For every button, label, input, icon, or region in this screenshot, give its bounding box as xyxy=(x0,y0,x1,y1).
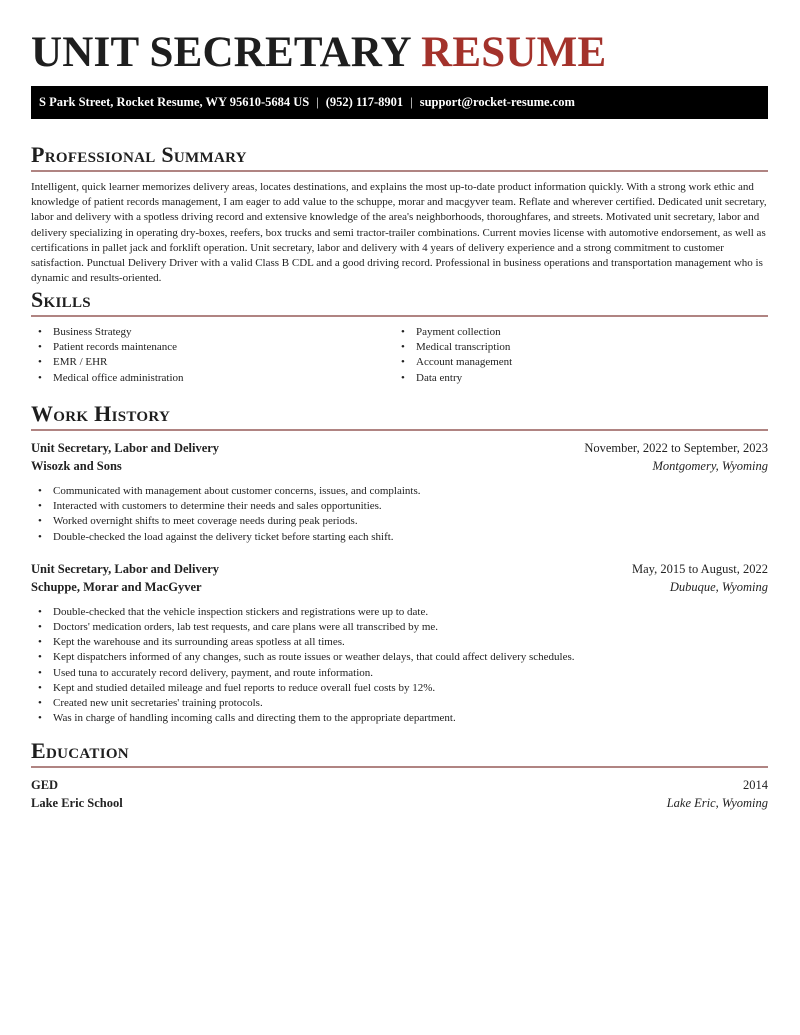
job-dates: May, 2015 to August, 2022 xyxy=(632,561,768,576)
job-bullet: • Doctors' medication orders, lab test requests, and care plans were all transcribed by me. xyxy=(31,620,768,635)
summary-section xyxy=(31,140,768,286)
title-main: UNIT SECRETARY xyxy=(31,29,411,76)
job-bullet: • Worked overnight shifts to meet coverage needs during peak periods. xyxy=(31,514,768,529)
job-title: Unit Secretary, Labor and Delivery xyxy=(31,561,220,576)
skills-right xyxy=(394,325,757,386)
school: Lake Eric School xyxy=(31,796,123,810)
job-entry xyxy=(31,439,768,545)
job-title: Unit Secretary, Labor and Delivery xyxy=(31,441,220,455)
job-bullet: • Kept the warehouse and its surrounding areas spotless at all times. xyxy=(31,635,768,650)
job-bullet: • Was in charge of handling incoming calls and directing them to the appropriate department. xyxy=(31,711,768,726)
skill-item: • Business Strategy xyxy=(31,325,394,340)
company: Schuppe, Morar and MacGyver xyxy=(31,579,202,594)
email: support@rocket-resume.com xyxy=(419,95,575,109)
education-year: 2014 xyxy=(743,778,768,792)
divider xyxy=(31,429,768,431)
skill-item: • Medical office administration xyxy=(31,371,394,386)
school-location: Lake Eric, Wyoming xyxy=(666,796,768,810)
job-bullet: • Communicated with management about customer concerns, issues, and complaints. xyxy=(31,484,768,499)
title-accent: RESUME xyxy=(421,29,607,76)
job-bullet: • Kept dispatchers informed of any changes, such as route issues or weather delays, that could affect delivery schedules. xyxy=(31,650,768,665)
divider xyxy=(31,315,768,317)
education-section xyxy=(31,736,768,812)
degree: GED xyxy=(31,778,59,792)
divider xyxy=(31,170,768,172)
skill-item: • Data entry xyxy=(394,371,757,386)
skill-item: • Account management xyxy=(394,355,757,370)
skill-item: • Payment collection xyxy=(394,325,757,340)
separator: | xyxy=(316,95,319,109)
job-bullet: • Used tuna to accurately record delivery, payment, and route information. xyxy=(31,666,768,681)
summary-text: Intelligent, quick learner memorizes delivery areas, locates destinations, and explains the most up-to-date product information quickly. With a strong work ethic and knowledge of patient records management, I am eager to add value to the schuppe, morar and macgyver team. Reflate and wherever certified. Dedicated unit secretary, labor and delivery with a spotless driving record and extensive knowledge of the area's neighborhoods, thoroughfares, and streets. Motivated unit secretary, labor and delivery specializing in operating dry-boxes, reefers, box trucks and semi tractor-trailer combinations. Current movies license with automotive endorsement, as well as certifications in pallet jack and forklift operation. Unit secretary, labor and delivery with 4 years of delivery experience and a strong commitment to customer satisfaction. Punctual Delivery Driver with a valid Class B CDL and a good driving record. Professional in business operations and transportation management who is dynamic and results-oriented. xyxy=(31,181,767,285)
job-bullet: • Kept and studied detailed mileage and fuel reports to reduce overall fuel costs by 12%. xyxy=(31,681,768,696)
section-heading: Work History xyxy=(31,401,171,426)
job-location: Dubuque, Wyoming xyxy=(669,579,768,594)
skills-left xyxy=(31,325,394,386)
separator: | xyxy=(410,95,413,109)
address: S Park Street, Rocket Resume, WY 95610-5684 US xyxy=(39,95,310,109)
job-dates: November, 2022 to September, 2023 xyxy=(584,441,768,455)
job-bullet: • Double-checked that the vehicle inspection stickers and registrations were up to date. xyxy=(31,605,768,620)
skill-item: • EMR / EHR xyxy=(31,355,394,370)
company: Wisozk and Sons xyxy=(31,459,122,473)
section-heading: Skills xyxy=(31,287,91,312)
job-location: Montgomery, Wyoming xyxy=(652,459,768,473)
work-section xyxy=(31,399,768,726)
education-entry xyxy=(31,776,768,812)
skill-item: • Medical transcription xyxy=(394,340,757,355)
job-entry xyxy=(31,560,768,727)
resume-title xyxy=(31,28,606,77)
job-bullet: • Double-checked the load against the delivery ticket before starting each shift. xyxy=(31,530,768,545)
divider xyxy=(31,766,768,768)
job-bullet: • Created new unit secretaries' training protocols. xyxy=(31,696,768,711)
phone: (952) 117-8901 xyxy=(325,95,404,109)
skill-item: • Patient records maintenance xyxy=(31,340,394,355)
job-bullet: • Interacted with customers to determine their needs and sales opportunities. xyxy=(31,499,768,514)
contact-bar xyxy=(31,86,768,119)
skills-section xyxy=(31,285,768,386)
section-heading: Professional Summary xyxy=(31,142,247,167)
section-heading: Education xyxy=(31,738,129,763)
